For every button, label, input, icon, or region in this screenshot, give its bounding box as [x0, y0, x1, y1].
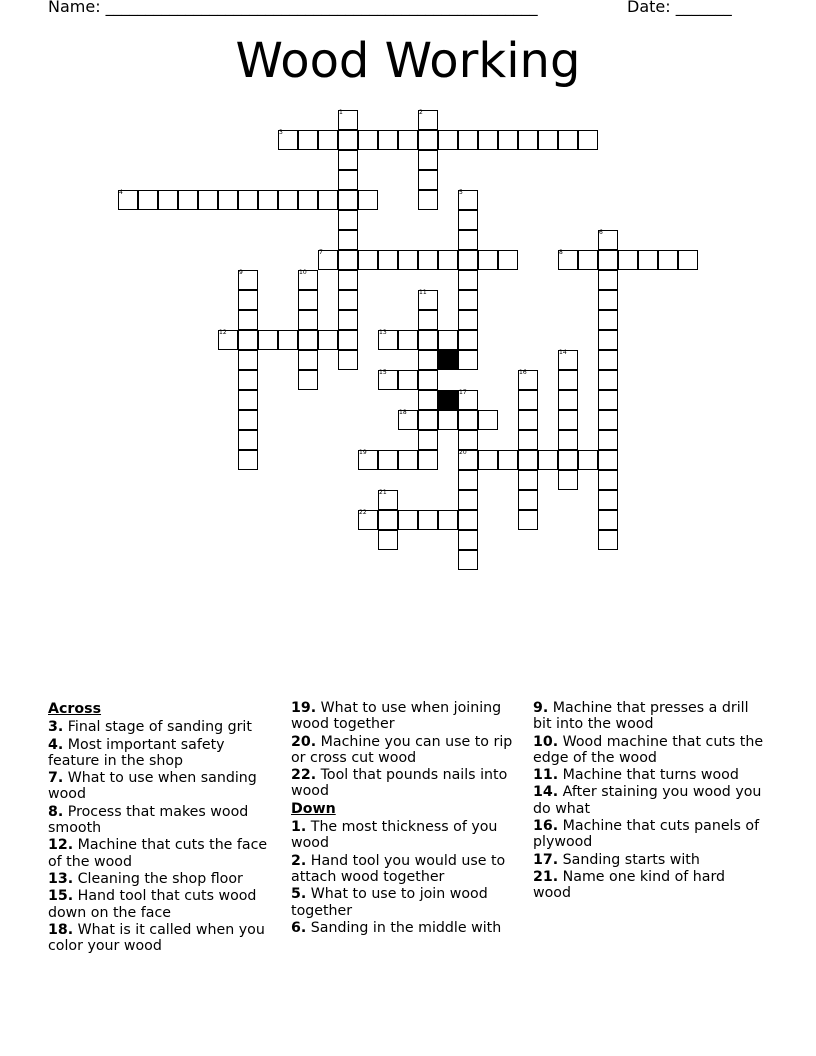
grid-cell[interactable]	[338, 150, 358, 170]
grid-cell[interactable]	[598, 350, 618, 370]
cell-number: 5	[459, 189, 463, 196]
grid-cell[interactable]	[298, 190, 318, 210]
grid-cell[interactable]	[398, 330, 418, 350]
grid-cell[interactable]	[558, 450, 578, 470]
grid-cell[interactable]	[518, 430, 538, 450]
grid-cell[interactable]	[238, 450, 258, 470]
grid-cell[interactable]	[598, 410, 618, 430]
grid-cell[interactable]	[418, 510, 438, 530]
cell-number: 16	[519, 369, 527, 376]
across-clue: 18. What is it called when you color your wood	[48, 921, 265, 955]
clue-number: 18.	[48, 921, 74, 938]
grid-cell[interactable]	[458, 430, 478, 450]
cell-number: 1	[339, 109, 343, 116]
grid-cell[interactable]	[398, 130, 418, 150]
grid-cell[interactable]	[598, 450, 618, 470]
grid-cell[interactable]	[358, 190, 378, 210]
grid-cell[interactable]	[518, 410, 538, 430]
clue-column-3	[533, 700, 765, 903]
grid-cell[interactable]	[238, 430, 258, 450]
grid-cell[interactable]	[458, 470, 478, 490]
grid-cell[interactable]	[278, 190, 298, 210]
grid-cell[interactable]	[558, 430, 578, 450]
clue-number: 14.	[533, 784, 559, 801]
cell-number: 14	[559, 349, 567, 356]
cell-number: 22	[359, 509, 367, 516]
cell-number: 7	[319, 249, 323, 256]
grid-cell[interactable]	[518, 390, 538, 410]
across-clue: 13. Cleaning the shop floor	[48, 870, 243, 887]
grid-cell[interactable]	[138, 190, 158, 210]
grid-cell[interactable]	[458, 350, 478, 370]
down-clue: 9. Machine that presses a drill bit into the wood	[533, 700, 749, 733]
grid-cell[interactable]	[238, 290, 258, 310]
clue-number: 4.	[48, 736, 64, 753]
clue-number: 3.	[48, 719, 64, 736]
grid-cell[interactable]	[338, 250, 358, 270]
grid-cell[interactable]	[418, 170, 438, 190]
across-clue: 20. Machine you can use to rip or cross cut wood	[291, 733, 513, 766]
grid-cell[interactable]	[158, 190, 178, 210]
cell-number: 8	[559, 249, 563, 256]
grid-cell[interactable]	[478, 250, 498, 270]
down-clue: 5. What to use to join wood together	[291, 886, 488, 919]
grid-cell[interactable]	[678, 250, 698, 270]
grid-cell[interactable]	[458, 490, 478, 510]
grid-cell[interactable]	[338, 270, 358, 290]
clue-number: 12.	[48, 837, 74, 854]
grid-cell[interactable]	[418, 330, 438, 350]
grid-cell[interactable]	[538, 130, 558, 150]
grid-cell[interactable]	[338, 130, 358, 150]
grid-cell[interactable]	[338, 190, 358, 210]
across-clue: 19. What to use when joining wood together	[291, 700, 502, 733]
grid-cell[interactable]	[358, 250, 378, 270]
grid-cell[interactable]	[378, 530, 398, 550]
grid-cell[interactable]	[298, 130, 318, 150]
cell-number: 19	[359, 449, 367, 456]
cell-number: 21	[379, 489, 387, 496]
grid-cell[interactable]	[318, 130, 338, 150]
clue-number: 11.	[533, 767, 559, 784]
grid-cell[interactable]	[378, 450, 398, 470]
cell-number: 2	[419, 109, 423, 116]
grid-cell[interactable]	[538, 450, 558, 470]
across-clue: 8. Process that makes wood smooth	[48, 803, 249, 837]
grid-cell[interactable]	[598, 370, 618, 390]
down-clue: 11. Machine that turns wood	[533, 767, 739, 784]
down-clue: 17. Sanding starts with	[533, 851, 700, 868]
grid-cell[interactable]	[498, 450, 518, 470]
clue-number: 8.	[48, 803, 64, 820]
clue-number: 21.	[533, 868, 559, 885]
down-clue: 2. Hand tool you would use to attach wood together	[291, 852, 506, 885]
grid-cell[interactable]	[598, 490, 618, 510]
grid-cell[interactable]	[298, 350, 318, 370]
grid-cell[interactable]	[598, 270, 618, 290]
blocked-cell	[438, 350, 458, 370]
grid-cell[interactable]	[458, 310, 478, 330]
cell-number: 15	[379, 369, 387, 376]
grid-cell[interactable]	[338, 230, 358, 250]
cell-number: 6	[599, 229, 603, 236]
across-clue: 22. Tool that pounds nails into wood	[291, 767, 508, 800]
down-clue: 14. After staining you wood you do what	[533, 784, 762, 817]
grid-cell[interactable]	[418, 250, 438, 270]
grid-cell[interactable]	[238, 370, 258, 390]
grid-cell[interactable]	[258, 330, 278, 350]
grid-cell[interactable]	[418, 310, 438, 330]
grid-cell[interactable]	[598, 470, 618, 490]
cell-number: 10	[299, 269, 307, 276]
grid-cell[interactable]	[378, 130, 398, 150]
down-clue: 1. The most thickness of you wood	[291, 819, 498, 852]
grid-cell[interactable]	[278, 330, 298, 350]
grid-cell[interactable]	[418, 410, 438, 430]
grid-cell[interactable]	[458, 270, 478, 290]
grid-cell[interactable]	[438, 510, 458, 530]
clue-number: 13.	[48, 870, 74, 887]
cell-number: 12	[219, 329, 227, 336]
grid-cell[interactable]	[558, 130, 578, 150]
grid-cell[interactable]	[518, 130, 538, 150]
grid-cell[interactable]	[438, 130, 458, 150]
grid-cell[interactable]	[598, 330, 618, 350]
cell-number: 17	[459, 389, 467, 396]
clue-number: 7.	[48, 770, 64, 787]
cell-number: 20	[459, 449, 467, 456]
grid-cell[interactable]	[438, 410, 458, 430]
name-field-line: Name: ______________________________________________________	[48, 0, 538, 16]
grid-cell[interactable]	[238, 330, 258, 350]
grid-cell[interactable]	[338, 310, 358, 330]
grid-cell[interactable]	[518, 490, 538, 510]
grid-cell[interactable]	[338, 350, 358, 370]
grid-cell[interactable]	[318, 330, 338, 350]
grid-cell[interactable]	[518, 450, 538, 470]
grid-cell[interactable]	[518, 510, 538, 530]
grid-cell[interactable]	[298, 310, 318, 330]
grid-cell[interactable]	[558, 470, 578, 490]
grid-cell[interactable]	[418, 190, 438, 210]
grid-cell[interactable]	[458, 530, 478, 550]
grid-cell[interactable]	[318, 190, 338, 210]
clue-number: 10.	[533, 733, 559, 750]
clue-number: 2.	[291, 852, 307, 869]
grid-cell[interactable]	[338, 210, 358, 230]
clue-column-1	[48, 700, 280, 955]
grid-cell[interactable]	[378, 250, 398, 270]
grid-cell[interactable]	[438, 330, 458, 350]
clue-number: 9.	[533, 700, 549, 716]
grid-cell[interactable]	[418, 390, 438, 410]
grid-cell[interactable]	[298, 330, 318, 350]
grid-cell[interactable]	[238, 190, 258, 210]
across-clue: 15. Hand tool that cuts wood down on the face	[48, 888, 257, 921]
clue-number: 15.	[48, 888, 74, 905]
cell-number: 13	[379, 329, 387, 336]
grid-cell[interactable]	[458, 550, 478, 570]
grid-cell[interactable]	[338, 170, 358, 190]
grid-cell[interactable]	[618, 250, 638, 270]
cell-number: 4	[119, 189, 123, 196]
grid-cell[interactable]	[458, 290, 478, 310]
grid-cell[interactable]	[338, 290, 358, 310]
clue-number: 1.	[291, 819, 307, 836]
grid-cell[interactable]	[298, 370, 318, 390]
date-field-line: Date: _______	[627, 0, 732, 16]
cell-number: 3	[279, 129, 283, 136]
grid-cell[interactable]	[598, 530, 618, 550]
grid-cell[interactable]	[178, 190, 198, 210]
clue-column-2	[291, 700, 523, 937]
grid-cell[interactable]	[478, 410, 498, 430]
grid-cell[interactable]	[418, 430, 438, 450]
grid-cell[interactable]	[658, 250, 678, 270]
grid-cell[interactable]	[358, 130, 378, 150]
grid-cell[interactable]	[198, 190, 218, 210]
grid-cell[interactable]	[298, 290, 318, 310]
across-clue: 12. Machine that cuts the face of the wood	[48, 837, 268, 870]
grid-cell[interactable]	[518, 470, 538, 490]
grid-cell[interactable]	[238, 350, 258, 370]
grid-cell[interactable]	[598, 310, 618, 330]
grid-cell[interactable]	[498, 130, 518, 150]
grid-cell[interactable]	[558, 410, 578, 430]
grid-cell[interactable]	[418, 370, 438, 390]
clue-number: 6.	[291, 919, 307, 936]
grid-cell[interactable]	[558, 370, 578, 390]
grid-cell[interactable]	[458, 210, 478, 230]
grid-cell[interactable]	[458, 330, 478, 350]
grid-cell[interactable]	[598, 430, 618, 450]
grid-cell[interactable]	[338, 330, 358, 350]
puzzle-title: Wood Working	[235, 33, 581, 89]
clue-number: 5.	[291, 886, 307, 903]
grid-cell[interactable]	[238, 410, 258, 430]
grid-cell[interactable]	[598, 390, 618, 410]
grid-cell[interactable]	[458, 510, 478, 530]
across-clue: 3. Final stage of sanding grit	[48, 719, 252, 736]
grid-cell[interactable]	[398, 370, 418, 390]
down-clue: 16. Machine that cuts panels of plywood	[533, 818, 760, 851]
grid-cell[interactable]	[398, 510, 418, 530]
grid-cell[interactable]	[458, 230, 478, 250]
across-heading: Across	[48, 701, 102, 717]
grid-cell[interactable]	[598, 510, 618, 530]
cell-number: 18	[399, 409, 407, 416]
grid-cell[interactable]	[438, 250, 458, 270]
across-clue: 4. Most important safety feature in the shop	[48, 736, 225, 769]
grid-cell[interactable]	[478, 450, 498, 470]
clue-number: 20.	[291, 733, 317, 750]
grid-cell[interactable]	[418, 350, 438, 370]
cell-number: 11	[419, 289, 427, 296]
down-clue: 6. Sanding in the middle with	[291, 919, 502, 936]
grid-cell[interactable]	[398, 450, 418, 470]
grid-cell[interactable]	[498, 250, 518, 270]
cell-number: 9	[239, 269, 243, 276]
grid-cell[interactable]	[238, 390, 258, 410]
clue-number: 19.	[291, 700, 317, 716]
grid-cell[interactable]	[418, 450, 438, 470]
down-clue: 21. Name one kind of hard wood	[533, 868, 726, 902]
blocked-cell	[438, 390, 458, 410]
grid-cell[interactable]	[458, 250, 478, 270]
grid-cell[interactable]	[478, 130, 498, 150]
grid-cell[interactable]	[218, 190, 238, 210]
grid-cell[interactable]	[558, 390, 578, 410]
down-heading: Down	[291, 800, 336, 817]
across-clue: 7. What to use when sanding wood	[48, 770, 257, 803]
clue-number: 16.	[533, 818, 559, 835]
clue-number: 22.	[291, 767, 317, 784]
grid-cell[interactable]	[238, 310, 258, 330]
grid-cell[interactable]	[638, 250, 658, 270]
grid-cell[interactable]	[258, 190, 278, 210]
grid-cell[interactable]	[578, 250, 598, 270]
grid-cell[interactable]	[458, 130, 478, 150]
grid-cell[interactable]	[578, 130, 598, 150]
grid-cell[interactable]	[418, 150, 438, 170]
grid-cell[interactable]	[398, 250, 418, 270]
grid-cell[interactable]	[418, 130, 438, 150]
down-clue: 10. Wood machine that cuts the edge of the wood	[533, 733, 764, 766]
grid-cell[interactable]	[598, 290, 618, 310]
grid-cell[interactable]	[378, 510, 398, 530]
grid-cell[interactable]	[598, 250, 618, 270]
grid-cell[interactable]	[578, 450, 598, 470]
clue-number: 17.	[533, 851, 559, 868]
grid-cell[interactable]	[458, 410, 478, 430]
